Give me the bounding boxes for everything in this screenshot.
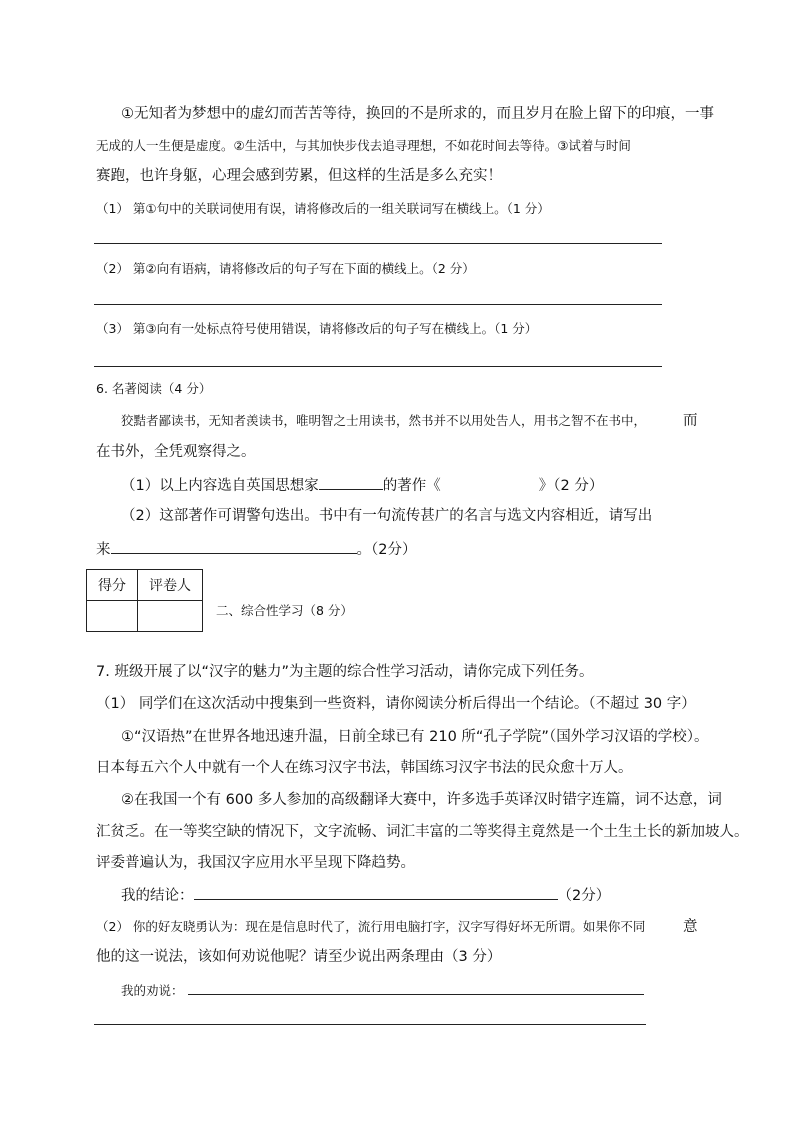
- q6-sub1-text-a: （1）以上内容选自英国思想家: [121, 478, 319, 494]
- q5-passage-line-2: 无成的人一生便是虚度。②生活中，与其加快步伐去追寻理想，不如花时间去等待。③试着与时间: [96, 138, 631, 153]
- q6-heading: 6. 名著阅读（4 分）: [96, 381, 212, 396]
- q7-material-2-line-1: ②在我国一个有 600 多人参加的高级翻译大赛中，许多选手英译汉时错字连篇，词不达意，词: [121, 792, 722, 808]
- q7-advice-line-1[interactable]: [188, 994, 644, 995]
- q6-sub2-text-a: 来: [96, 542, 111, 558]
- q7-sub2-prompt-line-1-end: 意: [683, 919, 698, 935]
- score-header: 得分: [87, 570, 138, 601]
- q7-conclusion-row: [121, 884, 610, 906]
- section2-title: 二、综合性学习（8 分）: [216, 603, 353, 618]
- q5-sub2-answer-line[interactable]: [94, 304, 662, 305]
- q7-material-1-line-2: 日本每五六个人中就有一个人在练习汉字书法，韩国练习汉字书法的民众愈十万人。: [96, 760, 633, 776]
- q5-sub3-prompt: （3） 第③向有一处标点符号使用错误，请将修改后的句子写在横线上。（1 分）: [96, 321, 538, 336]
- q5-passage-line-3: 赛跑，也许身躯，心理会感到劳累，但这样的生活是多么充实！: [96, 168, 502, 184]
- q7-material-1-line-1: ①“汉语热”在世界各地迅速升温，日前全球已有 210 所“孔子学院”（国外学习汉语的学校）。: [121, 729, 709, 745]
- q5-passage-line-1: ①无知者为梦想中的虚幻而苦苦等待，换回的不是所求的，而且岁月在脸上留下的印痕，一事: [121, 106, 714, 122]
- q7-material-2-line-2: 汇贫乏。在一等奖空缺的情况下，文字流畅、词汇丰富的二等奖得主竟然是一个土生土长的新加坡人。: [96, 824, 749, 840]
- q7-advice-line-2[interactable]: [94, 1024, 646, 1025]
- score-table: [86, 569, 203, 632]
- reviewer-header: 评卷人: [138, 570, 203, 601]
- q7-sub2-prompt-line-2: 他的这一说法，该如何劝说他呢？请至少说出两条理由（3 分）: [96, 949, 502, 965]
- q6-quote-line-2: 在书外，全凭观察得之。: [96, 444, 256, 460]
- q6-quote-answer-blank[interactable]: [111, 538, 357, 554]
- q5-sub1-answer-line[interactable]: [94, 243, 662, 244]
- q6-author-blank[interactable]: [319, 474, 383, 490]
- q7-sub2-prompt-line-1: （2） 你的好友晓勇认为：现在是信息时代了，流行用电脑打字，汉字写得好坏无所谓。如果你不同: [96, 919, 646, 934]
- q6-sub2-text-b: 。（2分）: [356, 542, 417, 558]
- q7-conclusion-label: 我的结论：: [121, 888, 194, 904]
- q7-sub1-prompt: （1） 同学们在这次活动中搜集到一些资料，请你阅读分析后得出一个结论。（不超过 30 字）: [96, 696, 696, 712]
- q6-sub1-prompt: [121, 474, 603, 496]
- q5-sub3-answer-line[interactable]: [94, 366, 662, 367]
- q7-conclusion-blank[interactable]: [194, 884, 558, 900]
- q5-sub2-prompt: （2） 第②向有语病，请将修改后的句子写在下面的横线上。（2 分）: [96, 261, 475, 276]
- q6-sub2-prompt-line-2: [96, 538, 416, 560]
- q7-intro: 7. 班级开展了以“汉字的魅力”为主题的综合性学习活动，请你完成下列任务。: [96, 664, 594, 680]
- q5-sub1-prompt: （1） 第①句中的关联词使用有误，请将修改后的一组关联词写在横线上。（1 分）: [96, 201, 550, 216]
- score-cell[interactable]: [87, 601, 138, 632]
- q7-advice-label: 我的劝说：: [121, 983, 184, 998]
- q6-quote-line-1-end: 而: [683, 413, 698, 429]
- q6-quote-line-1: 狡黠者鄙读书，无知者羡读书，唯明智之士用读书，然书并不以用处告人，用书之智不在书中，: [121, 413, 647, 428]
- q7-material-2-line-3: 评委普遍认为，我国汉字应用水平呈现下降趋势。: [96, 855, 415, 871]
- q6-sub2-prompt-line-1: （2）这部著作可谓警句迭出。书中有一句流传甚广的名言与选文内容相近，请写出: [121, 508, 653, 524]
- q7-conclusion-points: （2分）: [557, 888, 611, 904]
- q6-sub1-text-c: 》（2 分）: [538, 478, 604, 494]
- reviewer-cell[interactable]: [138, 601, 203, 632]
- q6-sub1-text-b: 的著作《: [382, 478, 441, 494]
